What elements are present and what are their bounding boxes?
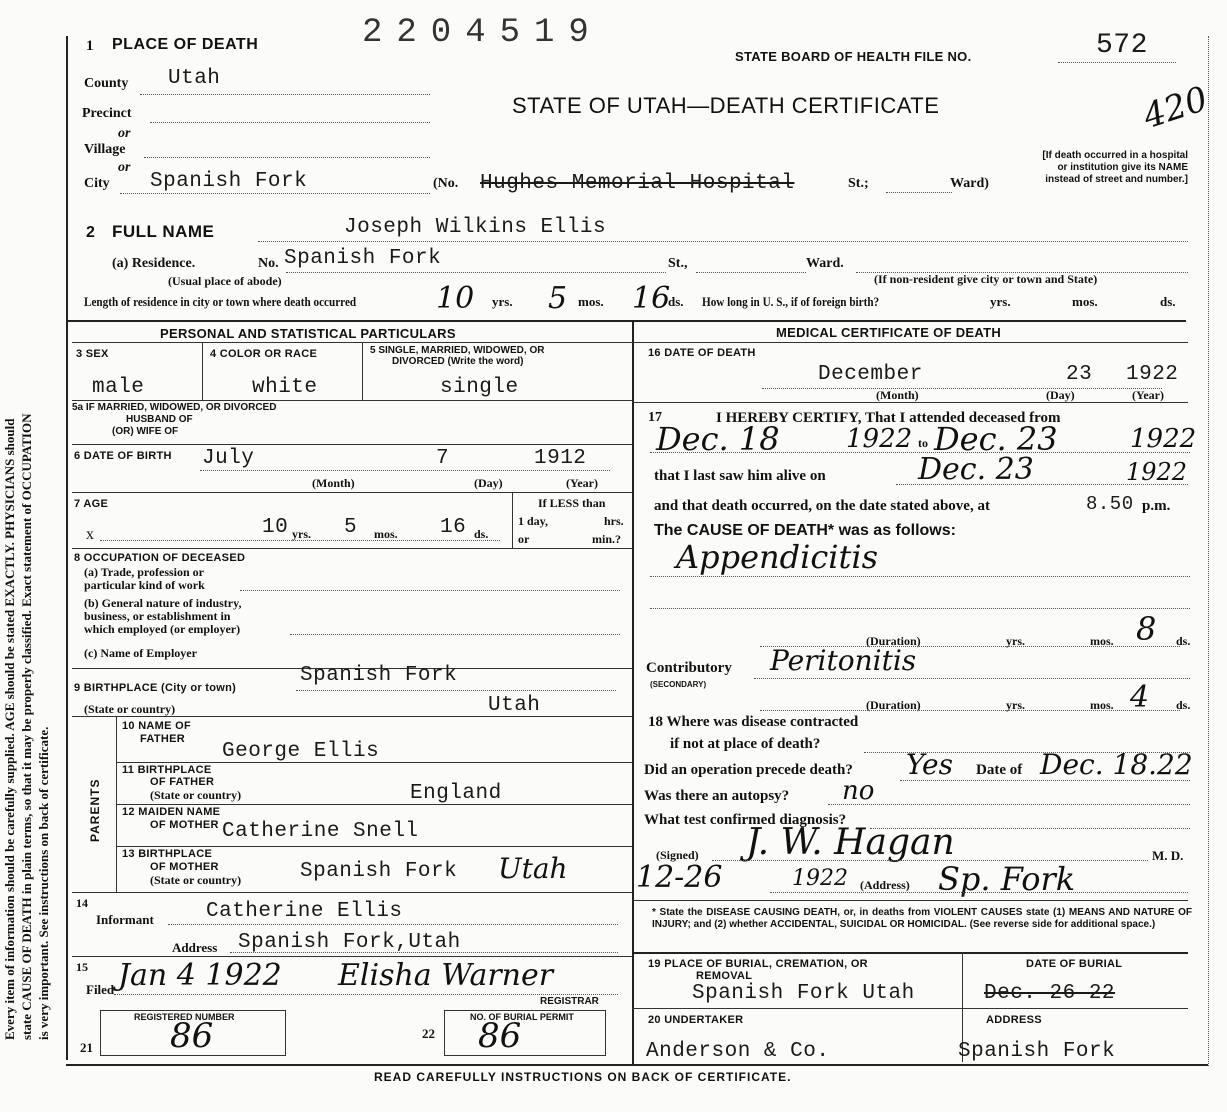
marital-label-1: 5 SINGLE, MARRIED, WIDOWED, OR <box>370 345 545 356</box>
duration-label-1: (Duration) <box>866 634 921 648</box>
less-label-3: hrs. <box>604 514 624 528</box>
reg-number-field: 21 <box>80 1040 93 1055</box>
birthplace-state-label: (State or country) <box>84 702 176 716</box>
occ-a-2: particular kind of work <box>84 578 205 592</box>
permit-label: NO. OF BURIAL PERMIT <box>470 1012 574 1022</box>
dob-label: 6 DATE OF BIRTH <box>74 450 172 462</box>
spouse-label-2: HUSBAND OF <box>126 414 193 425</box>
occ-b-1: (b) General nature of industry, <box>84 596 242 610</box>
dob-month-note: (Month) <box>312 476 355 490</box>
marital-value: single <box>440 376 519 399</box>
sex-label: 3 SEX <box>76 348 109 360</box>
attended-to-date: Dec. 23 <box>934 420 1058 458</box>
or-1: or <box>118 126 131 141</box>
foreign-ds-label: ds. <box>1160 294 1176 309</box>
file-number: 572 <box>1096 30 1148 61</box>
county-value: Utah <box>168 67 221 90</box>
duration-yrs-1: yrs. <box>1006 634 1025 648</box>
death-month-note: (Month) <box>876 388 919 402</box>
informant-num: 14 <box>76 896 88 910</box>
length-years: 10 <box>436 281 475 316</box>
duration-months-1: 8 <box>1136 610 1157 648</box>
burial-date-label: DATE OF BURIAL <box>1026 958 1123 970</box>
autopsy-label: Was there an autopsy? <box>644 788 790 804</box>
attended-to-label: to <box>918 436 928 450</box>
attended-from-year: 1922 <box>846 424 913 454</box>
reg-number: 86 <box>170 1016 214 1056</box>
filed-num: 15 <box>76 960 88 974</box>
county-label: County <box>84 76 129 91</box>
attended-to-year: 1922 <box>1130 424 1197 454</box>
occ-b-2: business, or establishment in <box>84 609 231 623</box>
death-day: 23 <box>1066 363 1093 386</box>
last-saw-year: 1922 <box>1126 458 1188 486</box>
length-yrs-label: yrs. <box>492 294 513 309</box>
signed-address-label: (Address) <box>860 878 910 892</box>
informant-address-label: Address <box>172 940 218 955</box>
birthplace-state: Utah <box>488 694 541 717</box>
operation-date-label: Date of <box>976 762 1023 778</box>
duration-mos-1: mos. <box>1090 634 1114 648</box>
age-mos-label: mos. <box>374 527 398 541</box>
spouse-label-3: (OR) WIFE OF <box>112 426 179 437</box>
full-name-label: FULL NAME <box>112 222 215 241</box>
color-label: 4 COLOR OR RACE <box>210 348 318 360</box>
dob-year: 1912 <box>534 447 587 470</box>
city-label: City <box>84 176 110 191</box>
sex-value: male <box>92 376 145 399</box>
certify-num: 17 <box>648 410 662 425</box>
length-ds-label: ds. <box>668 294 684 309</box>
length-months: 5 <box>548 281 568 316</box>
contributory-cause: Peritonitis <box>770 644 917 677</box>
full-name-value: Joseph Wilkins Ellis <box>344 216 607 239</box>
precinct-label: Precinct <box>82 106 132 121</box>
ward-label: Ward) <box>950 176 989 191</box>
serial-number: 2204519 <box>362 14 603 52</box>
operation-date: Dec. 18.22 <box>1040 748 1193 781</box>
death-ampm: p.m. <box>1142 498 1171 514</box>
mother-label-2: OF MOTHER <box>150 819 219 831</box>
street-no-label: (No. <box>433 176 459 191</box>
where-contracted-label-1: 18 Where was disease contracted <box>648 714 859 730</box>
footer-instructions: READ CAREFULLY INSTRUCTIONS ON BACK OF CERTIFICATE. <box>374 1070 792 1084</box>
death-day-note: (Day) <box>1046 388 1075 402</box>
foreign-yrs-label: yrs. <box>990 294 1011 309</box>
form-right-border <box>1208 36 1209 1066</box>
death-year-note: (Year) <box>1132 388 1164 402</box>
undertaker-label: 20 UNDERTAKER <box>648 1014 744 1026</box>
village-label: Village <box>84 142 126 157</box>
hospital-note: [If death occurred in a hospital or institution give its NAME instead of street and number.] <box>1042 150 1188 185</box>
foreign-mos-label: mos. <box>1072 294 1098 309</box>
less-label-1: If LESS than <box>538 496 606 510</box>
place-of-death-label: PLACE OF DEATH <box>112 36 259 53</box>
file-label: STATE BOARD OF HEALTH FILE NO. <box>735 49 972 64</box>
certificate-title: STATE OF UTAH—DEATH CERTIFICATE <box>512 93 940 118</box>
father-bp-label-3: (State or country) <box>150 788 242 802</box>
filed-date: Jan 4 1922 <box>118 958 282 993</box>
mother-label-1: 12 MAIDEN NAME <box>122 806 221 818</box>
form-left-border <box>66 36 68 1060</box>
dob-day-note: (Day) <box>474 476 503 490</box>
secondary-label: (SECONDARY) <box>650 680 707 689</box>
death-month: December <box>818 363 923 386</box>
place-of-death-num: 1 <box>86 38 94 54</box>
occupation-label: 8 OCCUPATION OF DECEASED <box>74 552 246 564</box>
informant-name: Catherine Ellis <box>206 900 403 923</box>
duration-label-2: (Duration) <box>866 698 921 712</box>
md-label: M. D. <box>1152 848 1184 863</box>
age-days: 16 <box>440 516 467 539</box>
reg-number-label: REGISTERED NUMBER <box>134 1012 235 1022</box>
age-ds-label: ds. <box>474 527 489 541</box>
father-birthplace: England <box>410 782 502 805</box>
mother-bp-label-2: OF MOTHER <box>150 861 219 873</box>
full-name-num: 2 <box>86 224 95 241</box>
date-of-death-label: 16 DATE OF DEATH <box>648 347 756 359</box>
or-2: or <box>118 160 131 175</box>
mother-birthplace-hand: Utah <box>498 852 568 885</box>
color-value: white <box>252 376 318 399</box>
margin-note-1: Every item of information should be carefully supplied. AGE should be stated EXACTLY. PHYSICIANS should <box>2 418 17 1040</box>
city-value: Spanish Fork <box>150 170 308 193</box>
death-year: 1922 <box>1126 363 1179 386</box>
age-mark: x <box>86 526 94 543</box>
hospital-name: Hughes Memorial Hospital <box>480 172 795 195</box>
duration-mos-2: mos. <box>1090 698 1114 712</box>
operation-value: Yes <box>906 748 953 781</box>
occ-b-3: which employed (or employer) <box>84 622 241 636</box>
parents-label: PARENTS <box>88 778 102 842</box>
residence-ward-label: Ward. <box>806 256 844 271</box>
birthplace-label: 9 BIRTHPLACE (City or town) <box>74 682 237 694</box>
father-bp-label-1: 11 BIRTHPLACE <box>122 764 212 776</box>
death-time: 8.50 <box>1086 493 1134 515</box>
last-saw-label: that I last saw him alive on <box>654 468 826 484</box>
father-label-1: 10 NAME OF <box>122 720 192 732</box>
age-months: 5 <box>344 516 358 539</box>
cause-label: The CAUSE OF DEATH* was as follows: <box>654 522 956 539</box>
mother-bp-label-3: (State or country) <box>150 873 242 887</box>
st-label: St.; <box>848 176 869 191</box>
permit-field: 22 <box>422 1026 435 1041</box>
duration-ds-2: ds. <box>1176 698 1191 712</box>
permit-number: 86 <box>478 1016 522 1056</box>
registrar-label: REGISTRAR <box>540 996 599 1007</box>
undertaker-address-label: ADDRESS <box>986 1014 1042 1026</box>
duration-yrs-2: yrs. <box>1006 698 1025 712</box>
burial-date: Dec. 26 22 <box>984 982 1116 1005</box>
less-label-5: min.? <box>592 532 622 546</box>
footnote: * State the DISEASE CAUSING DEATH, or, in deaths from VIOLENT CAUSES state (1) MEANS AND NATURE OF INJURY; and (2) whether ACCIDENTAL, SUICIDAL OR HOMICIDAL. (See reverse side for additional space.) <box>652 907 1192 930</box>
filed-label: Filed <box>86 982 115 997</box>
marital-label-2: DIVORCED (Write the word) <box>392 356 524 367</box>
corner-note: 420 <box>1138 78 1213 138</box>
physician-signature: J. W. Hagan <box>746 822 955 863</box>
length-days: 16 <box>632 281 671 316</box>
duration-ds-1: ds. <box>1176 634 1191 648</box>
personal-section-title: PERSONAL AND STATISTICAL PARTICULARS <box>160 326 456 341</box>
residence-value: Spanish Fork <box>284 247 442 270</box>
contributory-label: Contributory <box>646 660 732 676</box>
undertaker-address: Spanish Fork <box>958 1040 1116 1063</box>
age-label: 7 AGE <box>74 498 109 510</box>
mother-birthplace: Spanish Fork <box>300 860 458 883</box>
father-name: George Ellis <box>222 740 380 763</box>
burial-place-label-1: 19 PLACE OF BURIAL, CREMATION, OR <box>648 958 868 970</box>
abode-note: (Usual place of abode) <box>168 274 282 288</box>
last-saw-date: Dec. 23 <box>918 452 1034 487</box>
occ-a-1: (a) Trade, profession or <box>84 565 204 579</box>
mother-bp-label-1: 13 BIRTHPLACE <box>122 848 213 860</box>
test-label: What test confirmed diagnosis? <box>644 812 847 828</box>
attended-from-date: Dec. 18 <box>656 420 780 458</box>
spouse-label-1: 5a IF MARRIED, WIDOWED, OR DIVORCED <box>72 402 277 413</box>
occ-c: (c) Name of Employer <box>84 646 197 660</box>
age-years: 10 <box>262 516 289 539</box>
signed-year: 1922 <box>792 866 848 891</box>
father-bp-label-2: OF FATHER <box>150 776 215 788</box>
informant-address: Spanish Fork,Utah <box>238 931 461 954</box>
burial-place: Spanish Fork Utah <box>692 982 915 1005</box>
length-residence-label: Length of residence in city or town where death occurred <box>84 294 357 309</box>
less-label-4: or <box>518 532 530 546</box>
medical-section-title: MEDICAL CERTIFICATE OF DEATH <box>776 325 1002 340</box>
birthplace-city: Spanish Fork <box>300 664 458 687</box>
margin-note-3: is very important. See instructions on back of certificate. <box>36 726 51 1040</box>
duration-months-2: 4 <box>1130 680 1150 715</box>
registrar-signature: Elisha Warner <box>338 958 554 993</box>
cause-of-death: Appendicitis <box>676 538 879 576</box>
foreign-birth-label: How long in U. S., if of foreign birth? <box>702 294 880 309</box>
residence-st-label: St., <box>668 256 688 271</box>
signed-date: 12-26 <box>636 860 723 895</box>
certify-text: I HEREBY CERTIFY, That I attended deceased from <box>716 410 1061 426</box>
burial-place-label-2: REMOVAL <box>696 970 753 982</box>
residence-label: (a) Residence. <box>112 256 196 271</box>
length-mos-label: mos. <box>578 294 604 309</box>
autopsy-value: no <box>842 776 875 806</box>
where-contracted-label-2: if not at place of death? <box>670 736 821 752</box>
signed-label: (Signed) <box>656 848 699 862</box>
age-yrs-label: yrs. <box>292 527 311 541</box>
nonresident-note: (If non-resident give city or town and State) <box>874 272 1098 286</box>
dob-day: 7 <box>436 447 450 470</box>
father-label-2: FATHER <box>140 733 185 745</box>
signed-address: Sp. Fork <box>938 860 1076 898</box>
less-label-2: 1 day, <box>518 514 549 528</box>
residence-no-label: No. <box>258 256 279 271</box>
informant-label: Informant <box>96 912 154 927</box>
dob-year-note: (Year) <box>566 476 598 490</box>
operation-label: Did an operation precede death? <box>644 762 853 778</box>
death-occurred-label: and that death occurred, on the date stated above, at <box>654 498 990 514</box>
margin-note-2: state CAUSE OF DEATH in plain terms, so that it may be properly classified. Exact statement of OCCUPATION <box>19 413 34 1040</box>
dob-month: July <box>202 447 255 470</box>
mother-name: Catherine Snell <box>222 820 419 843</box>
undertaker-name: Anderson & Co. <box>646 1040 830 1063</box>
